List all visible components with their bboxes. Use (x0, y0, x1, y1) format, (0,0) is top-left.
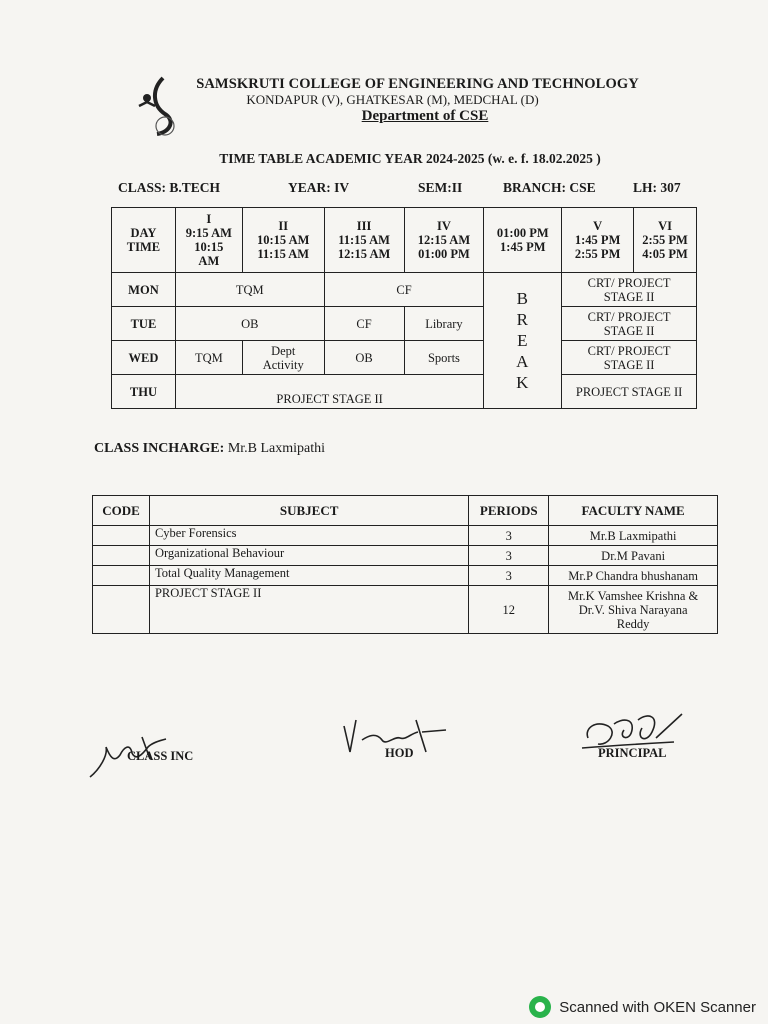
meta-year: YEAR: IV (288, 180, 350, 195)
day-label: TUE (112, 307, 176, 341)
timetable-cell: CF (324, 273, 484, 307)
period-2-header: II 10:15 AM 11:15 AM (242, 208, 324, 273)
principal-label: PRINCIPAL (598, 746, 667, 760)
timetable-cell: Dept Activity (242, 341, 324, 375)
periods-header: PERIODS (469, 496, 549, 526)
periods-cell: 3 (469, 526, 549, 546)
code-cell (93, 526, 150, 546)
timetable (111, 207, 697, 409)
hod-label: HOD (385, 746, 414, 760)
timetable-cell: OB (324, 341, 404, 375)
scanner-label: Scanned with OKEN Scanner (559, 998, 756, 1016)
class-incharge-name: Mr.B Laxmipathi (227, 441, 326, 456)
faculty-cell: Mr.P Chandra bhushanam (549, 566, 718, 586)
faculty-cell: Mr.K Vamshee Krishna & Dr.V. Shiva Narayana Reddy (549, 586, 718, 634)
timetable-cell: TQM (175, 273, 324, 307)
timetable-cell: CRT/ PROJECT STAGE II (562, 273, 697, 307)
period-3-header: III 11:15 AM 12:15 AM (324, 208, 404, 273)
faculty-header: FACULTY NAME (549, 496, 718, 526)
class-inc-label: CLASS INC (127, 749, 194, 763)
table-row (93, 586, 718, 634)
break-column: B R E A K (484, 273, 562, 409)
meta-sem: SEM:II (418, 180, 463, 195)
class-incharge (94, 441, 325, 457)
subject-cell: PROJECT STAGE II (149, 586, 468, 634)
scanner-watermark (529, 996, 756, 1018)
code-header: CODE (93, 496, 150, 526)
timetable-cell: CF (324, 307, 404, 341)
college-logo (135, 76, 185, 138)
timetable-row-mon (112, 273, 697, 307)
code-cell (93, 586, 150, 634)
meta-branch: BRANCH: CSE (503, 180, 596, 195)
timetable-cell: CRT/ PROJECT STAGE II (562, 307, 697, 341)
subjects-table (92, 495, 718, 634)
lunch-header: 01:00 PM 1:45 PM (484, 208, 562, 273)
timetable-title: TIME TABLE ACADEMIC YEAR 2024-2025 (w. e. f. 18.02.2025 ) (219, 151, 601, 166)
table-row (93, 526, 718, 546)
period-5-header: V 1:45 PM 2:55 PM (562, 208, 634, 273)
timetable-cell: Library (404, 307, 484, 341)
meta-class: CLASS: B.TECH (118, 180, 221, 195)
subject-cell: Cyber Forensics (149, 526, 468, 546)
timetable-cell: TQM (175, 341, 242, 375)
faculty-cell: Mr.B Laxmipathi (549, 526, 718, 546)
college-address: KONDAPUR (V), GHATKESAR (M), MEDCHAL (D) (246, 92, 539, 107)
timetable-cell: OB (175, 307, 324, 341)
class-incharge-label: CLASS INCHARGE: (94, 441, 225, 456)
timetable-row-wed (112, 341, 697, 375)
periods-cell: 12 (469, 586, 549, 634)
code-cell (93, 566, 150, 586)
timetable-cell: CRT/ PROJECT STAGE II (562, 341, 697, 375)
timetable-cell: PROJECT STAGE II (562, 375, 697, 409)
subject-cell: Organizational Behaviour (149, 546, 468, 566)
periods-cell: 3 (469, 566, 549, 586)
subject-cell: Total Quality Management (149, 566, 468, 586)
day-label: WED (112, 341, 176, 375)
subject-header: SUBJECT (149, 496, 468, 526)
college-name: SAMSKRUTI COLLEGE OF ENGINEERING AND TECHNOLOGY (196, 76, 639, 92)
faculty-cell: Dr.M Pavani (549, 546, 718, 566)
timetable-cell: Sports (404, 341, 484, 375)
timetable-row-thu (112, 375, 697, 409)
period-4-header: IV 12:15 AM 01:00 PM (404, 208, 484, 273)
period-1-header: I 9:15 AM 10:15 AM (175, 208, 242, 273)
timetable-cell: PROJECT STAGE II (175, 375, 483, 409)
table-row (93, 546, 718, 566)
period-6-header: VI 2:55 PM 4:05 PM (634, 208, 697, 273)
subjects-header-row (93, 496, 718, 526)
timetable-row-tue (112, 307, 697, 341)
meta-lh: LH: 307 (633, 180, 681, 195)
day-label: MON (112, 273, 176, 307)
table-row (93, 566, 718, 586)
department-title: Department of CSE (361, 108, 489, 124)
code-cell (93, 546, 150, 566)
scanner-logo-icon (529, 996, 551, 1018)
timetable-header-row (112, 208, 697, 273)
day-label: THU (112, 375, 176, 409)
day-time-header: DAY TIME (112, 208, 176, 273)
periods-cell: 3 (469, 546, 549, 566)
